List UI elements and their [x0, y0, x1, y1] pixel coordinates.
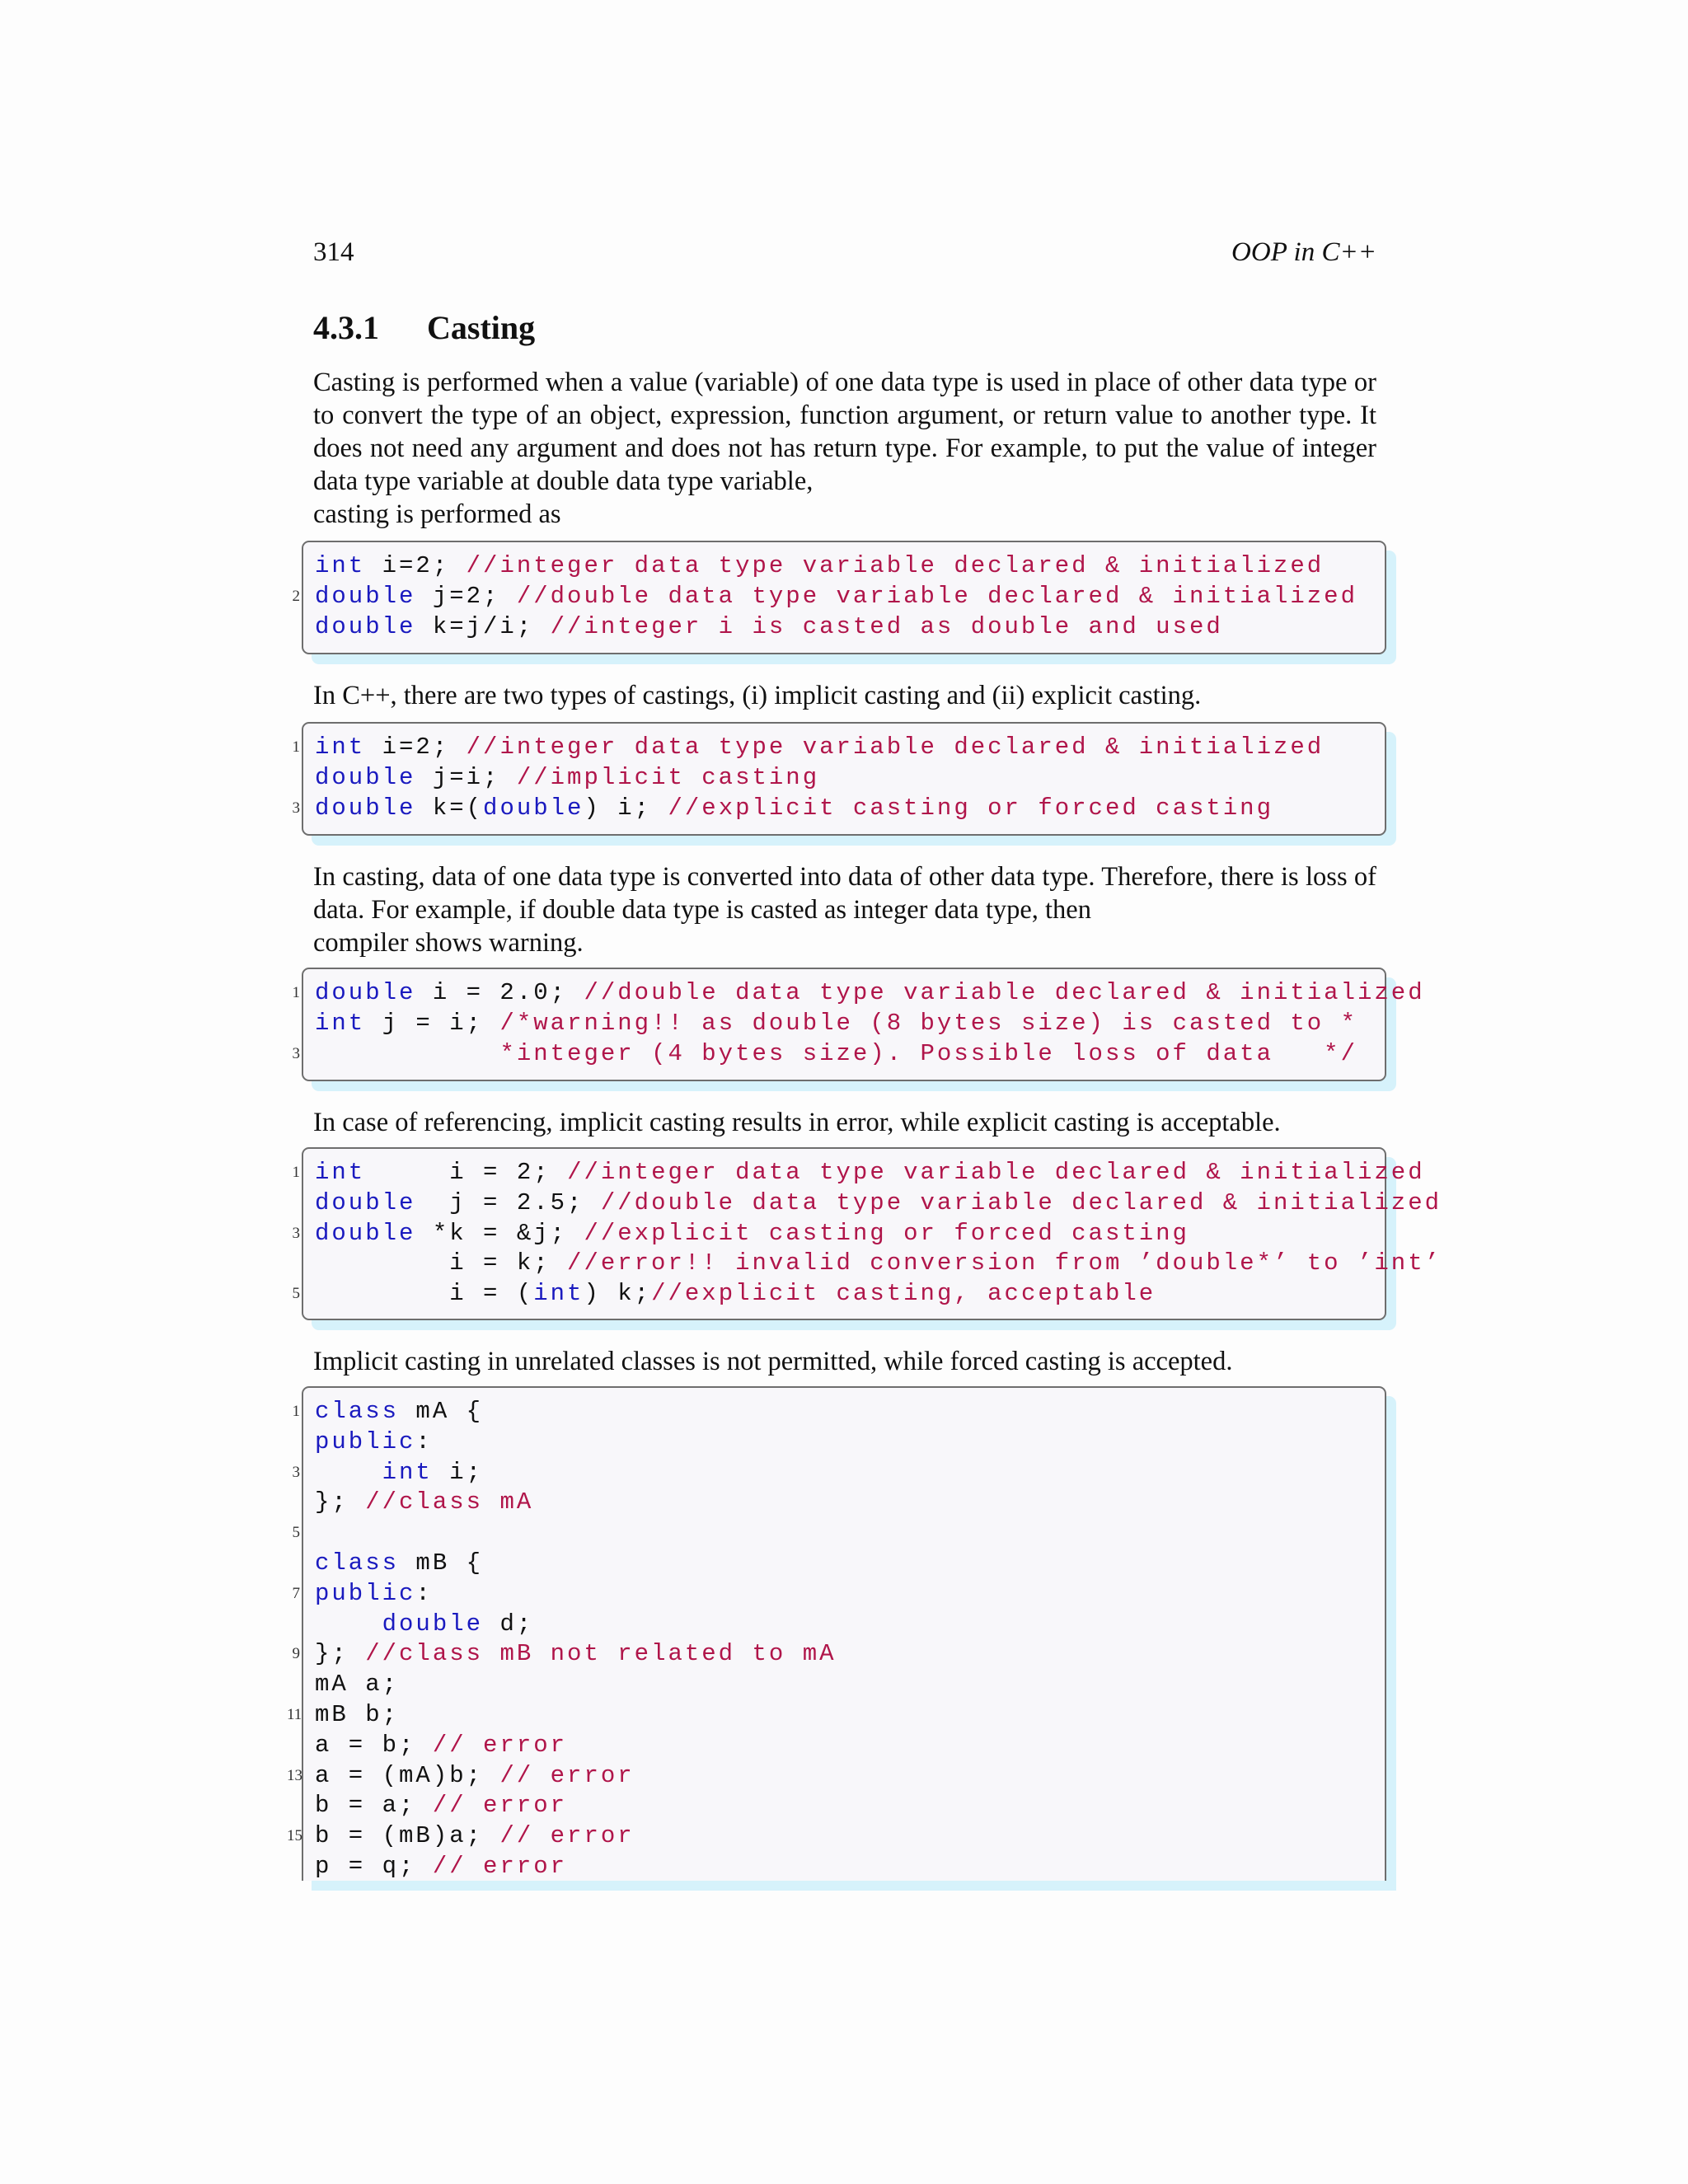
code-line	[287, 1821, 1385, 1852]
code-lines	[292, 1149, 1442, 1310]
running-title: OOP in C++	[1231, 237, 1376, 267]
code-line	[303, 612, 1385, 643]
code-comment: // error	[499, 1822, 635, 1850]
code-line	[287, 1761, 1385, 1792]
line-number: 3	[292, 799, 300, 817]
code-comment: //double data type variable declared & initialized	[600, 1188, 1442, 1216]
code-keyword: int	[533, 1280, 584, 1308]
code-comment: //implicit casting	[516, 763, 820, 791]
code-text: mB b;	[315, 1700, 400, 1728]
code-keyword: double	[382, 1610, 484, 1638]
code-line	[292, 1279, 1385, 1310]
code-text: i;	[432, 1458, 484, 1486]
code-comment: //integer data type variable declared & initialized	[466, 552, 1325, 579]
code-line	[303, 1427, 1385, 1458]
code-text: i = k;	[315, 1249, 568, 1277]
code-text: j = 2.5;	[415, 1188, 601, 1216]
section-number: 4.3.1	[313, 309, 379, 346]
code-text: mA {	[399, 1398, 484, 1425]
paragraph-casting-types: In C++, there are two types of castings, (i) implicit casting and (ii) explicit casting.	[313, 681, 1202, 710]
code-keyword: int	[315, 1009, 366, 1037]
code-comment: // error	[432, 1852, 568, 1880]
code-comment: //class mA	[365, 1488, 534, 1516]
paragraph-data-loss: In casting, data of one data type is converted into data of other data type. Therefore, there is loss of data. For example, if double data type is casted as integer data type, then	[313, 862, 1376, 925]
code-comment: // error	[432, 1792, 568, 1820]
code-comment: //explicit casting or forced casting	[584, 1219, 1189, 1247]
paragraph-intro: Casting is performed when a value (variable) of one data type is used in place of other data type or to convert the type of an object, expression, function argument, or return value to another type. It does not need any argument and does not has return type. For example, to put the value of integer data type variable at double data type variable,	[313, 368, 1376, 496]
line-number: 1	[292, 1164, 300, 1181]
code-lines	[287, 1388, 1385, 1882]
code-text: };	[315, 1640, 366, 1668]
code-line	[292, 1518, 1385, 1549]
code-text: *k = &j;	[415, 1219, 584, 1247]
code-keyword: public	[315, 1579, 416, 1607]
code-keyword: double	[315, 1188, 416, 1216]
code-line	[292, 733, 1385, 763]
code-text: mB {	[399, 1549, 484, 1577]
code-line	[292, 794, 1385, 824]
code-comment: //integer data type variable declared & initialized	[466, 733, 1325, 761]
code-keyword: class	[315, 1549, 400, 1577]
code-line	[303, 1009, 1385, 1039]
code-text: i = (	[315, 1280, 534, 1308]
code-line	[303, 1249, 1442, 1279]
code-keyword: int	[315, 1159, 366, 1186]
running-header	[313, 237, 1376, 272]
code-line	[303, 551, 1385, 582]
code-comment: /*warning!! as double (8 bytes size) is casted to *	[499, 1009, 1357, 1037]
code-comment: //integer data type variable declared & initialized	[567, 1159, 1425, 1186]
code-lines	[292, 969, 1425, 1069]
code-line	[303, 1488, 1385, 1518]
code-line	[303, 1670, 1385, 1700]
code-keyword: int	[382, 1458, 433, 1486]
code-comment: //explicit casting, acceptable	[651, 1280, 1156, 1308]
code-text: mA a;	[315, 1671, 400, 1699]
code-line	[303, 1188, 1442, 1219]
code-text: i = 2;	[365, 1159, 568, 1186]
code-text: k=j/i;	[415, 612, 551, 640]
code-comment: //explicit casting or forced casting	[668, 794, 1273, 822]
code-comment: //error!! invalid conversion from ’double*’ to ’int’	[567, 1249, 1442, 1277]
code-keyword: double	[315, 979, 416, 1006]
line-number: 7	[292, 1584, 300, 1602]
code-comment: // error	[499, 1761, 635, 1789]
code-text: b = a;	[315, 1792, 433, 1820]
code-keyword: class	[315, 1398, 400, 1425]
code-line	[303, 1731, 1385, 1761]
code-line	[303, 763, 1385, 794]
line-number: 1	[292, 1403, 300, 1420]
code-comment: //double data type variable declared & initialized	[516, 582, 1357, 610]
code-text: ) i;	[584, 794, 668, 822]
code-text: j=2;	[415, 582, 517, 610]
code-line	[292, 978, 1425, 1009]
line-number: 3	[292, 1463, 300, 1481]
line-number: 11	[287, 1705, 302, 1723]
code-lines	[292, 724, 1385, 823]
line-number: 5	[292, 1524, 300, 1542]
code-keyword: int	[315, 552, 366, 579]
code-line	[287, 1700, 1385, 1731]
code-line	[303, 1610, 1385, 1640]
code-keyword: double	[315, 794, 416, 822]
code-keyword: double	[483, 794, 584, 822]
code-line	[292, 1639, 1385, 1670]
code-text: i=2;	[365, 552, 467, 579]
paragraph-referencing: In case of referencing, implicit casting results in error, while explicit casting is acceptable.	[313, 1108, 1281, 1137]
code-text: k=(	[415, 794, 484, 822]
code-text: j=i;	[415, 763, 517, 791]
code-line	[292, 582, 1385, 612]
code-line	[292, 1397, 1385, 1427]
code-text	[315, 1610, 382, 1638]
code-text: d;	[483, 1610, 534, 1638]
code-text: :	[415, 1427, 433, 1455]
line-number: 1	[292, 984, 300, 1001]
code-text: i = 2.0;	[415, 979, 584, 1006]
code-keyword: double	[315, 763, 416, 791]
code-line	[303, 1549, 1385, 1579]
code-comment: //integer i is casted as double and used	[550, 612, 1223, 640]
code-text: };	[315, 1488, 366, 1516]
line-number: 9	[292, 1645, 300, 1663]
code-text	[315, 1040, 499, 1067]
code-lines	[292, 542, 1385, 642]
code-text: ) k;	[584, 1280, 652, 1308]
code-comment: // error	[432, 1731, 568, 1759]
code-line	[292, 1458, 1385, 1488]
paragraph-data-loss-end: compiler shows warning.	[313, 928, 584, 958]
line-number: 1	[292, 738, 300, 756]
code-text: j = i;	[365, 1009, 500, 1037]
line-number: 5	[292, 1285, 300, 1303]
code-keyword: double	[315, 582, 416, 610]
code-line	[292, 1039, 1385, 1070]
code-text: i=2;	[365, 733, 467, 761]
code-text: a = b;	[315, 1731, 433, 1759]
paragraph-intro-end: casting is performed as	[313, 499, 561, 529]
code-comment: //double data type variable declared & initialized	[584, 979, 1425, 1006]
code-keyword: double	[315, 1219, 416, 1247]
code-listing	[292, 541, 1386, 654]
line-number: 3	[292, 1044, 300, 1062]
code-listing	[292, 1147, 1442, 1320]
code-keyword: public	[315, 1427, 416, 1455]
code-line	[292, 1579, 1385, 1610]
line-number: 15	[287, 1827, 302, 1845]
paragraph-unrelated-classes: Implicit casting in unrelated classes is not permitted, while forced casting is accepted.	[313, 1347, 1233, 1376]
line-number: 2	[292, 587, 300, 605]
line-number: 13	[287, 1766, 302, 1784]
code-text: b = (mB)a;	[315, 1822, 500, 1850]
code-text: :	[415, 1579, 433, 1607]
code-keyword: double	[315, 612, 416, 640]
page-number: 314	[313, 237, 354, 267]
code-line	[303, 1852, 1385, 1882]
code-comment: *integer (4 bytes size). Possible loss of data */	[499, 1039, 1357, 1067]
code-listing	[287, 1386, 1386, 1881]
code-text: p = q;	[315, 1852, 433, 1880]
code-comment: //class mB not related to mA	[365, 1640, 837, 1668]
code-listing	[292, 722, 1386, 836]
code-listing	[292, 968, 1425, 1081]
code-text	[315, 1459, 382, 1486]
section-title: Casting	[427, 309, 536, 346]
line-number: 3	[292, 1224, 300, 1242]
code-line	[303, 1791, 1385, 1821]
code-keyword: int	[315, 733, 366, 761]
section-heading	[313, 308, 535, 347]
code-text: a = (mA)b;	[315, 1761, 500, 1789]
code-line	[292, 1219, 1385, 1249]
code-line	[292, 1158, 1425, 1188]
